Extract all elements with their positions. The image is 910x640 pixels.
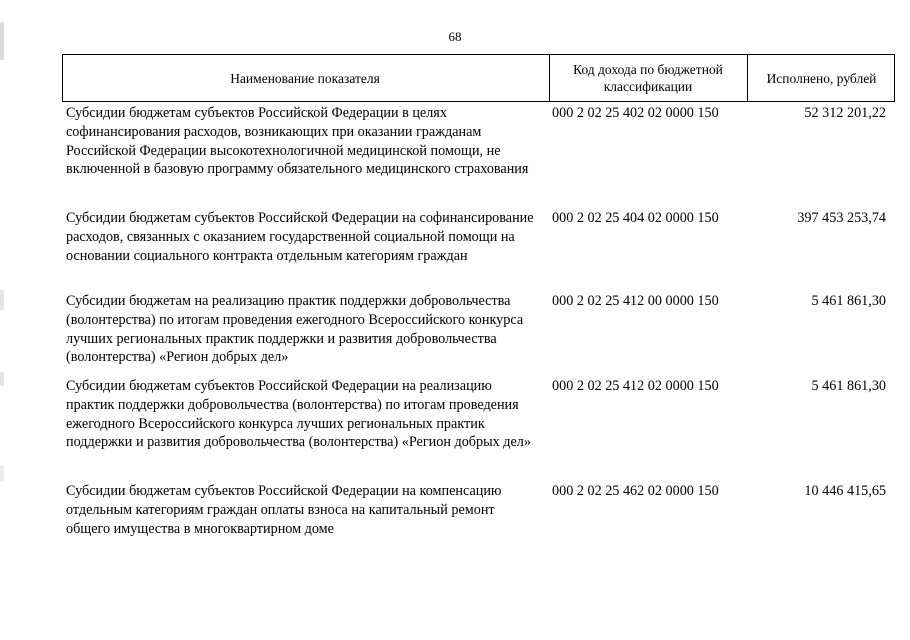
row-amount: 397 453 253,74: [797, 210, 886, 226]
scan-edge-mark: [0, 372, 4, 386]
page-number: 68: [448, 29, 462, 44]
row-amount: 5 461 861,30: [811, 293, 886, 309]
table-header: [62, 54, 895, 102]
header-name: Наименование показателя: [230, 70, 380, 86]
scan-edge-mark: [0, 290, 4, 310]
row-name: Субсидии бюджетам субъектов Российской Федерации на реализацию практик поддержки добровольчества (волонтерства) по итогам проведения ежегодного Всероссийского конкурса лучших региональных практик поддержки и развития добровольчества (волонтерства) «Регион добрых дел»: [66, 378, 531, 451]
row-code: 000 2 02 25 462 02 0000 150: [552, 483, 719, 499]
header-code: Код дохода по бюджетной классификации: [549, 55, 746, 101]
row-name: Субсидии бюджетам субъектов Российской Федерации в целях софинансирования расходов, возникающих при оказании гражданам Российской Федерации высокотехнологичной медицинской помощи, не включенной в базовую программу обязательного медицинского страхования: [66, 105, 529, 178]
row-code: 000 2 02 25 404 02 0000 150: [552, 210, 719, 226]
row-name: Субсидии бюджетам субъектов Российской Федерации на компенсацию отдельным категориям граждан оплаты взноса на капитальный ремонт общего имущества в многоквартирном доме: [66, 483, 502, 537]
scan-edge-mark: [0, 466, 4, 482]
header-amount: Исполнено, рублей: [747, 55, 895, 101]
row-amount: 5 461 861,30: [811, 378, 886, 394]
row-name: Субсидии бюджетам субъектов Российской Федерации на софинансирование расходов, связанных с оказанием государственной социальной помощи на основании социального контракта отдельным категориям граждан: [66, 210, 534, 264]
row-amount: 52 312 201,22: [804, 105, 886, 121]
scan-edge-mark: [0, 22, 4, 60]
row-name: Субсидии бюджетам на реализацию практик поддержки добровольчества (волонтерства) по итогам проведения ежегодного Всероссийского конкурса лучших региональных практик поддержки и развития добровольчества (волонтерства) «Регион добрых дел»: [66, 293, 524, 366]
row-code: 000 2 02 25 402 02 0000 150: [552, 105, 719, 121]
row-amount: 10 446 415,65: [804, 483, 886, 499]
row-code: 000 2 02 25 412 02 0000 150: [552, 378, 719, 394]
row-code: 000 2 02 25 412 00 0000 150: [552, 293, 719, 309]
